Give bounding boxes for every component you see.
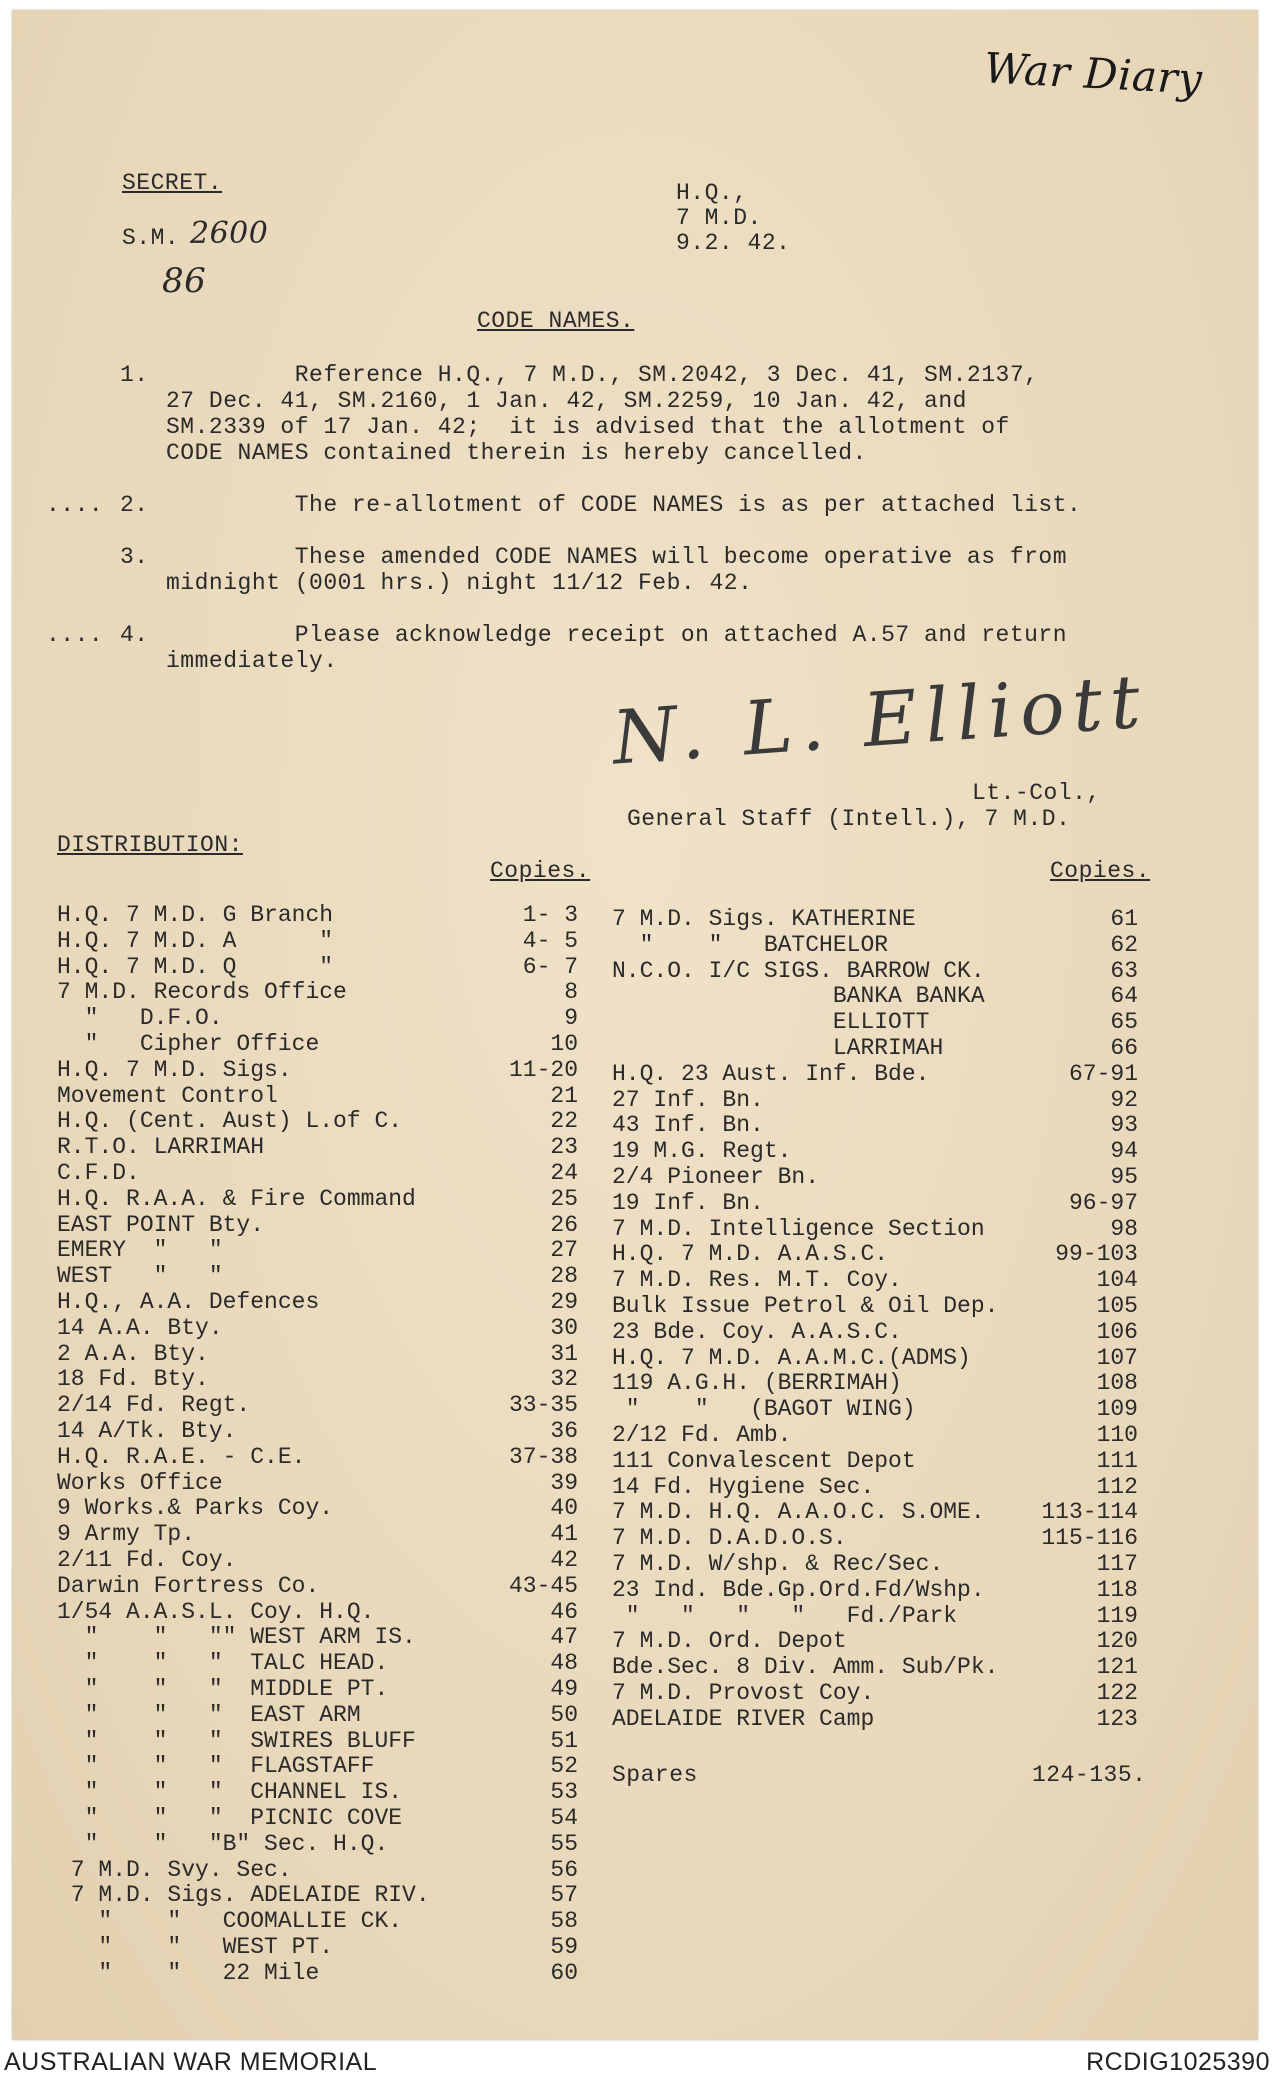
distribution-entry-copies: 105 <box>1096 1293 1138 1319</box>
paragraph-marker-dots: .... <box>46 622 104 648</box>
document-page <box>12 10 1258 2040</box>
distribution-entry-name: 18 Fd. Bty. <box>57 1366 209 1393</box>
distribution-entry-copies: 6- 7 <box>522 953 578 980</box>
distribution-entry-name: H.Q. 7 M.D. A.A.S.C. <box>612 1241 889 1268</box>
distribution-entry-name: Bde.Sec. 8 Div. Amm. Sub/Pk. <box>612 1654 999 1681</box>
distribution-entry-copies: 94 <box>1110 1138 1138 1165</box>
handwritten-war-diary: War Diary <box>982 43 1204 104</box>
distribution-entry-name: 19 Inf. Bn. <box>612 1189 764 1216</box>
distribution-entry-copies: 98 <box>1110 1215 1138 1242</box>
distribution-entry-name: " " " PICNIC COVE <box>57 1805 403 1831</box>
distribution-entry-name: " " " TALC HEAD. <box>57 1650 389 1677</box>
distribution-entry-copies: 51 <box>550 1727 578 1754</box>
distribution-entry-copies: 122 <box>1096 1680 1138 1706</box>
distribution-entry-copies: 65 <box>1110 1009 1138 1036</box>
distribution-entry-name: 19 M.G. Regt. <box>612 1138 792 1165</box>
distribution-entry-name: H.Q. 7 M.D. G Branch <box>57 902 334 928</box>
distribution-entry-name: 7 M.D. Records Office <box>57 979 347 1006</box>
distribution-entry-copies: 42 <box>550 1547 578 1573</box>
ref-handwritten-2: 86 <box>162 261 207 301</box>
distribution-entry-name: H.Q. 7 M.D. A.A.M.C.(ADMS) <box>612 1344 971 1371</box>
distribution-entry-copies: 32 <box>550 1366 578 1393</box>
distribution-entry-copies: 23 <box>550 1134 578 1161</box>
distribution-entry-name: " D.F.O. <box>57 1005 223 1032</box>
distribution-entry-name: 23 Bde. Coy. A.A.S.C. <box>612 1318 902 1345</box>
distribution-entry-name: ELLIOTT <box>612 1009 930 1036</box>
distribution-entry-name: " " " " Fd./Park <box>612 1602 958 1629</box>
paragraph-number: 2. <box>120 492 149 518</box>
distribution-entry-copies: 104 <box>1096 1267 1138 1294</box>
distribution-entry-copies: 110 <box>1096 1422 1138 1448</box>
footer-id: RCDIG1025390 <box>1086 2048 1270 2076</box>
distribution-entry-name: H.Q. 7 M.D. A " <box>57 927 334 954</box>
distribution-entry-name: 9 Works.& Parks Coy. <box>57 1495 334 1522</box>
distribution-entry-name: 7 M.D. H.Q. A.A.O.C. S.OME. <box>612 1499 985 1526</box>
copies-label-left: Copies. <box>490 858 591 884</box>
distribution-entry-copies: 49 <box>550 1676 578 1702</box>
distribution-entry-copies: 46 <box>550 1598 578 1625</box>
distribution-entry-name: 7 M.D. Provost Coy. <box>612 1680 875 1706</box>
distribution-entry-name: " " BATCHELOR <box>612 931 889 958</box>
distribution-entry-copies: 64 <box>1110 983 1138 1010</box>
distribution-entry-copies: 29 <box>550 1289 578 1315</box>
distribution-entry-copies: 58 <box>550 1908 578 1935</box>
distribution-entry-name: 7 M.D. Svy. Sec. <box>57 1856 292 1883</box>
distribution-entry-copies: 121 <box>1096 1654 1138 1681</box>
distribution-entry-copies: 96-97 <box>1068 1189 1138 1216</box>
distribution-entry-name: 2/4 Pioneer Bn. <box>612 1164 820 1190</box>
distribution-entry-name: 2/12 Fd. Amb. <box>612 1422 792 1448</box>
distribution-entry-copies: 60 <box>550 1959 578 1986</box>
distribution-entry-name: " " " EAST ARM <box>57 1701 361 1728</box>
signature-rank: Lt.-Col., <box>972 780 1101 806</box>
distribution-entry-name: 7 M.D. Sigs. ADELAIDE RIV. <box>57 1882 430 1909</box>
distribution-entry-name: Movement Control <box>57 1082 278 1109</box>
distribution-entry-copies: 10 <box>550 1031 578 1057</box>
distribution-entry-name: Works Office <box>57 1469 223 1496</box>
paragraph-line: These amended CODE NAMES will become operative as from <box>166 544 1068 570</box>
distribution-entry-name: " " " CHANNEL IS. <box>57 1779 403 1806</box>
signature-appointment: General Staff (Intell.), 7 M.D. <box>627 806 1071 832</box>
distribution-entry-name: " " " SWIRES BLUFF <box>57 1727 416 1754</box>
distribution-entry-name: 2 A.A. Bty. <box>57 1340 209 1367</box>
distribution-entry-copies: 55 <box>550 1830 578 1857</box>
distribution-entry-name: 23 Ind. Bde.Gp.Ord.Fd/Wshp. <box>612 1576 985 1603</box>
distribution-entry-copies: 112 <box>1096 1473 1138 1500</box>
distribution-entry-copies: 4- 5 <box>522 927 578 954</box>
distribution-entry-copies: 92 <box>1110 1086 1138 1113</box>
distribution-entry-name: C.F.D. <box>57 1160 140 1186</box>
distribution-entry-copies: 11-20 <box>508 1056 578 1083</box>
paragraph-line: midnight (0001 hrs.) night 11/12 Feb. 42. <box>166 570 753 596</box>
distribution-entry-name: LARRIMAH <box>612 1035 944 1061</box>
distribution-entry-name: 7 M.D. D.A.D.O.S. <box>612 1525 847 1552</box>
distribution-entry-copies: 43-45 <box>508 1572 578 1599</box>
distribution-entry-copies: 67-91 <box>1068 1060 1138 1087</box>
distribution-entry-name: " " " MIDDLE PT. <box>57 1676 389 1702</box>
copies-label-right: Copies. <box>1050 858 1151 884</box>
distribution-entry-copies: 50 <box>550 1701 578 1728</box>
paragraph-line: Please acknowledge receipt on attached A.57 and return <box>166 622 1068 648</box>
distribution-entry-copies: 61 <box>1110 906 1138 932</box>
distribution-entry-name: 9 Army Tp. <box>57 1521 196 1548</box>
paragraph-line: CODE NAMES contained therein is hereby cancelled. <box>166 440 867 466</box>
distribution-entry-name: N.C.O. I/C SIGS. BARROW CK. <box>612 957 985 984</box>
distribution-entry-copies: 33-35 <box>508 1392 578 1419</box>
distribution-entry-name: H.Q. R.A.E. - C.E. <box>57 1443 306 1470</box>
distribution-entry-copies: 26 <box>550 1211 578 1238</box>
distribution-entry-copies: 8 <box>564 979 578 1006</box>
paragraph-number: 4. <box>120 622 149 648</box>
distribution-entry-copies: 99-103 <box>1055 1241 1138 1268</box>
distribution-entry-name: Darwin Fortress Co. <box>57 1572 320 1599</box>
distribution-entry-copies: 123 <box>1096 1705 1138 1732</box>
distribution-entry-copies: 57 <box>550 1882 578 1909</box>
distribution-entry-name: H.Q., A.A. Defences <box>57 1289 320 1315</box>
distribution-entry-name: R.T.O. LARRIMAH <box>57 1134 265 1161</box>
distribution-entry-copies: 31 <box>550 1340 578 1367</box>
distribution-entry-name: ADELAIDE RIVER Camp <box>612 1705 875 1732</box>
distribution-entry-name: H.Q. (Cent. Aust) L.of C. <box>57 1108 403 1135</box>
distribution-heading: DISTRIBUTION: <box>57 832 243 858</box>
hq-line-1: H.Q., <box>676 180 748 206</box>
distribution-entry-name: 7 M.D. Sigs. KATHERINE <box>612 906 916 932</box>
distribution-entry-name: 7 M.D. Ord. Depot <box>612 1628 847 1655</box>
distribution-entry-name: 27 Inf. Bn. <box>612 1086 764 1113</box>
distribution-entry-name: 14 A.A. Bty. <box>57 1314 223 1341</box>
distribution-entry-copies: 106 <box>1096 1318 1138 1345</box>
distribution-entry-copies: 120 <box>1096 1628 1138 1655</box>
distribution-entry-copies: 54 <box>550 1805 578 1831</box>
distribution-entry-copies: 107 <box>1096 1344 1138 1371</box>
distribution-entry-copies: 28 <box>550 1263 578 1290</box>
distribution-entry-name: " " "B" Sec. H.Q. <box>57 1830 389 1857</box>
distribution-entry-copies: 119 <box>1096 1602 1138 1629</box>
distribution-entry-copies: 25 <box>550 1185 578 1212</box>
distribution-entry-copies: 47 <box>550 1624 578 1651</box>
ref-prefix: S.M. <box>122 225 180 251</box>
distribution-entry-name: " Cipher Office <box>57 1031 320 1057</box>
distribution-entry-name: 2/11 Fd. Coy. <box>57 1547 237 1573</box>
paragraph-line: Reference H.Q., 7 M.D., SM.2042, 3 Dec. 41, SM.2137, <box>166 362 1039 388</box>
hq-line-2: 7 M.D. <box>676 205 762 231</box>
distribution-entry-copies: 56 <box>550 1856 578 1883</box>
distribution-entry-name: H.Q. R.A.A. & Fire Command <box>57 1185 416 1212</box>
distribution-entry-copies: 1- 3 <box>522 902 578 928</box>
distribution-entry-name: Bulk Issue Petrol & Oil Dep. <box>612 1293 999 1319</box>
distribution-entry-name: EMERY " " <box>57 1237 223 1264</box>
distribution-entry-copies: 40 <box>550 1495 578 1522</box>
distribution-entry-copies: 115-116 <box>1041 1525 1138 1552</box>
distribution-entry-name: H.Q. 23 Aust. Inf. Bde. <box>612 1060 930 1087</box>
spares-copies: 124-135. <box>1032 1762 1147 1788</box>
distribution-entry-copies: 59 <box>550 1934 578 1960</box>
distribution-entry-name: EAST POINT Bty. <box>57 1211 265 1238</box>
distribution-entry-copies: 113-114 <box>1041 1499 1138 1526</box>
distribution-entry-name: 7 M.D. Intelligence Section <box>612 1215 985 1242</box>
distribution-entry-copies: 62 <box>1110 931 1138 958</box>
distribution-entry-copies: 63 <box>1110 957 1138 984</box>
distribution-entry-copies: 108 <box>1096 1370 1138 1397</box>
distribution-entry-copies: 52 <box>550 1753 578 1780</box>
distribution-entry-name: " " " FLAGSTAFF <box>57 1753 375 1780</box>
distribution-entry-name: 43 Inf. Bn. <box>612 1112 764 1139</box>
distribution-entry-copies: 9 <box>564 1005 578 1032</box>
distribution-entry-copies: 21 <box>550 1082 578 1109</box>
distribution-entry-name: " " 22 Mile <box>57 1959 320 1986</box>
distribution-entry-copies: 109 <box>1096 1396 1138 1423</box>
signature-handwritten: N. L. Elliott <box>609 658 1151 782</box>
distribution-entry-name: 2/14 Fd. Regt. <box>57 1392 251 1419</box>
distribution-entry-name: 111 Convalescent Depot <box>612 1447 916 1474</box>
distribution-entry-copies: 36 <box>550 1418 578 1444</box>
distribution-entry-name: H.Q. 7 M.D. Q " <box>57 953 334 980</box>
paragraph-number: 1. <box>120 362 149 388</box>
distribution-entry-name: WEST " " <box>57 1263 223 1290</box>
footer <box>0 2046 1276 2082</box>
distribution-entry-copies: 93 <box>1110 1112 1138 1139</box>
distribution-entry-copies: 22 <box>550 1108 578 1135</box>
paragraph-line: 27 Dec. 41, SM.2160, 1 Jan. 42, SM.2259, 10 Jan. 42, and <box>166 388 967 414</box>
paragraph-number: 3. <box>120 544 149 570</box>
document-date: 9.2. 42. <box>676 230 791 256</box>
distribution-entry-copies: 37-38 <box>508 1443 578 1470</box>
distribution-entry-name: BANKA BANKA <box>612 983 985 1010</box>
distribution-entry-copies: 111 <box>1096 1447 1138 1474</box>
distribution-entry-name: 14 A/Tk. Bty. <box>57 1418 237 1444</box>
distribution-entry-name: 7 M.D. W/shp. & Rec/Sec. <box>612 1551 944 1577</box>
paragraph-marker-dots: .... <box>46 492 104 518</box>
footer-source: AUSTRALIAN WAR MEMORIAL <box>4 2048 378 2076</box>
distribution-entry-copies: 41 <box>550 1521 578 1548</box>
distribution-entry-name: 1/54 A.A.S.L. Coy. H.Q. <box>57 1598 375 1625</box>
distribution-entry-copies: 24 <box>550 1160 578 1186</box>
distribution-entry-name: " " "" WEST ARM IS. <box>57 1624 416 1651</box>
distribution-entry-copies: 39 <box>550 1469 578 1496</box>
distribution-entry-name: H.Q. 7 M.D. Sigs. <box>57 1056 292 1083</box>
document-title: CODE NAMES. <box>477 308 635 334</box>
distribution-entry-name: 7 M.D. Res. M.T. Coy. <box>612 1267 902 1294</box>
classification: SECRET. <box>122 170 223 196</box>
distribution-entry-copies: 30 <box>550 1314 578 1341</box>
distribution-entry-name: " " COOMALLIE CK. <box>57 1908 403 1935</box>
distribution-entry-copies: 118 <box>1096 1576 1138 1603</box>
distribution-entry-copies: 95 <box>1110 1164 1138 1190</box>
ref-number-handwritten: 2600 <box>190 216 269 251</box>
distribution-entry-copies: 117 <box>1096 1551 1138 1577</box>
distribution-entry-name: " " (BAGOT WING) <box>612 1396 916 1423</box>
distribution-entry-copies: 27 <box>550 1237 578 1264</box>
distribution-entry-copies: 66 <box>1110 1035 1138 1061</box>
distribution-entry-copies: 48 <box>550 1650 578 1677</box>
distribution-entry-name: " " WEST PT. <box>57 1934 334 1960</box>
distribution-entry-name: 14 Fd. Hygiene Sec. <box>612 1473 875 1500</box>
paragraph-line: SM.2339 of 17 Jan. 42; it is advised that the allotment of <box>166 414 1010 440</box>
paragraph-line: The re-allotment of CODE NAMES is as per attached list. <box>166 492 1082 518</box>
distribution-entry-name: 119 A.G.H. (BERRIMAH) <box>612 1370 902 1397</box>
distribution-entry-copies: 53 <box>550 1779 578 1806</box>
paragraph-line: immediately. <box>166 648 338 674</box>
spares-label: Spares <box>612 1762 698 1788</box>
